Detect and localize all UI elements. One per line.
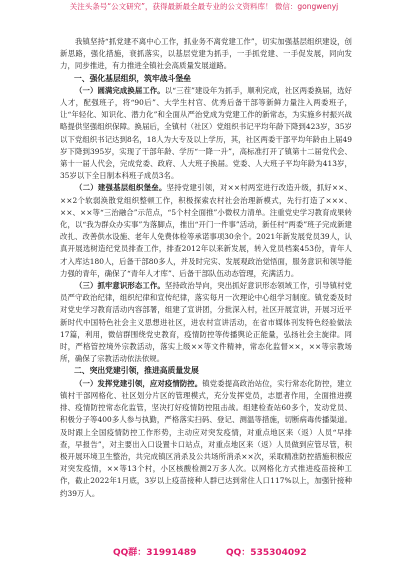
paragraph-body: 坚持党建引领，对××村两室进行改造升级，抓好××、××2个软弱涣散党组织整顿工作，积极探索农村社会治理新模式，先行打造了×××、××、××等“三治融合”示范点，“5个村全面推”小微权力清单。注重党史学习教育成果转化，以“我为群众办实事”为落脚点，推出“开门一件事”活动，新任村“两委”班子完成新建改扎、改善供水设施、老年人免费体检等承诺事项30余个。2021年新发展党员39人，认真开展选树造纪党员排查工作，排查2012年以来新发展，转入党员档案453份，青年人才入库达180人，后备干部80多人，并及时完实、发展观政治觉悟面，服务意识和领导能力强的青年，确保了“青年人才库”、后备干部队伍动态管理，充满活力。: [60, 183, 352, 278]
section-heading-2: 二、突出党建引领，推进高质量发展: [74, 366, 199, 376]
paragraph-lead: （一）圆满完成换届工作。: [75, 85, 165, 95]
paragraph-org-strength: [60, 182, 352, 280]
header-promo-banner: 关注头条号“公文研究”，获得最新最全最专业的公文资料库！ 微信：gongwenyj: [69, 2, 339, 11]
section-heading-1: 一、强化基层组织，筑牢战斗堡垒: [74, 73, 191, 83]
qq-contact-label: QQ：535304092: [226, 548, 307, 558]
paragraph-election-work: [60, 85, 352, 183]
paragraph-lead: （一）发挥党建引领，应对疫情防控。: [75, 378, 203, 388]
paragraph-body: 以“三茬”建设年为抓手，顺利完成，社区两委换届，选好人才，配强班子，将“90后”、大学生村官、优秀后备干部等新鲜力量注入两委班子，让“年轻化、知识化、潜力化”和全面从严治党成为党建工作的新常态，为实施乡村振兴战略提供坚强组织保障。换届后，全镇村（社区）党组织书记平均年龄下降到423岁，35岁以下党组织书记达到8名，18人为大专及以上学历，其，社区两委干部平均年龄由上届49岁下降到395岁，实现了干部年龄、学历“一降一升”，高标准打开了镇第十二届党代会、第十一届人代会，完成党委、政府、人大班子换届。党委、人大班子平均年龄为413岁，35岁以下全日制本科班子成员3名。: [60, 85, 352, 181]
paragraph-lead: （三）抓牢意识形态工作。: [75, 281, 165, 291]
paragraph-body: 坚持政治导向，突出抓好意识形态领域工作，引导镇村党员严守政治纪律，组织纪律和宣传纪律，落实每月一次理论中心组学习制度。镇党委及时对党史学习教育活动内容部署，组建了宣讲团，分批深入村，社区开展宣讲，开展习近平新时代中国特色社会主义思想进社区，进农村宣讲活动，在省市媒体刊发特色经验做法17篇，利用，微信群围绕党史教育，疫情防控等传播舆论正能量，弘扬社会主旋律。同时，严格管控境外宗教活动，落实上级××等文件精神，常态化监督××，××等宗教场所，确保了宗教活动依法依规。: [60, 281, 352, 364]
qq-group-label: QQ群：31991489: [113, 548, 197, 558]
intro-paragraph: 我镇坚持“抓党建不离中心工作，抓业务不离党建工作”，切实加强基层组织建设，创新思路，强化措施，衰抓落实，以基层党建为抓手，一手抓党建、一手促发展，同向发力，同步推进，有力推进全镇社会高质量发展道路。: [60, 37, 352, 71]
paragraph-ideology-work: [60, 280, 352, 365]
paragraph-epidemic-control: [60, 378, 352, 500]
document-page: [60, 36, 352, 500]
paragraph-body: 镇党委提高政治站位，实行常态化防控，建立镇村干部网格化、社区划分片区的管理模式，充分发挥党员，志愿者作用，全面推进摸排、疫情防控常态化监管，坚决打好疫情防控阻击战。组建检查站60多个，发动党员、积极分子等400多人参与执勤，严格落实扫码、登记、测温等措施，切断病毒传播渠道。及时跟上全国疫情防控工作形势，主动应对突发疫情，对重点地区来（返）人员“早排查，早报告”，对主要出入口设置卡口站点，对重点地区来（返）人员做到应管尽管，积极开展环境卫生整治，共完成镇区消杀及公共场所消杀××次，采取精准防控措施积极应对突发疫情，××等13个村，小区核酸检测2万多人次。以网格化方式推进疫苗接种工作，截止2022年1月底，3岁以上疫苗接种人群已达到常住人口117%以上，加强针接种约39万人。: [60, 378, 352, 498]
paragraph-lead: （二）建强基层组织堡垒。: [75, 183, 167, 193]
